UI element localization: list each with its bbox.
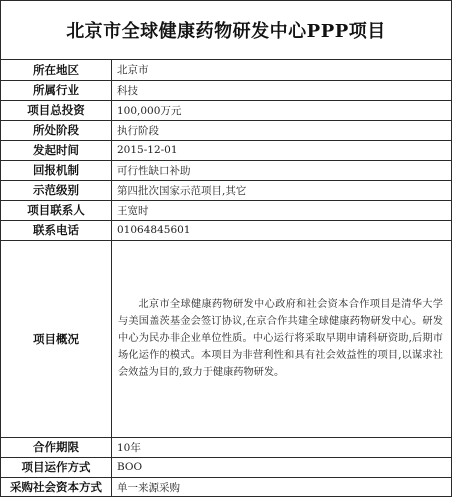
row-value: 10年 xyxy=(112,437,452,457)
table-row-start-date xyxy=(1,140,451,160)
project-info-table xyxy=(1,60,451,497)
row-label: 所属行业 xyxy=(1,80,112,100)
row-value: 执行阶段 xyxy=(112,120,452,140)
row-label: 所在地区 xyxy=(1,60,112,80)
row-label: 发起时间 xyxy=(1,140,112,160)
row-value: 王宽时 xyxy=(112,200,452,220)
table-row-stage xyxy=(1,120,451,140)
table-row-term xyxy=(1,437,451,457)
row-label: 回报机制 xyxy=(1,160,112,180)
row-label: 采购社会资本方式 xyxy=(1,477,112,497)
row-value: 第四批次国家示范项目,其它 xyxy=(112,180,452,200)
row-label: 项目联系人 xyxy=(1,200,112,220)
table-row-demo-level xyxy=(1,180,451,200)
table-row-region xyxy=(1,60,451,80)
row-value: 100,000万元 xyxy=(112,100,452,120)
row-value: 北京市 xyxy=(112,60,452,80)
page-title: 北京市全球健康药物研发中心PPP项目 xyxy=(1,1,451,60)
row-label: 所处阶段 xyxy=(1,120,112,140)
row-label: 项目运作方式 xyxy=(1,457,112,477)
row-value: 科技 xyxy=(112,80,452,100)
table-row-return-mechanism xyxy=(1,160,451,180)
row-label: 项目概况 xyxy=(1,240,112,437)
row-label: 项目总投资 xyxy=(1,100,112,120)
overview-text: 北京市全球健康药物研发中心政府和社会资本合作项目是清华大学与美国盖茨基金会签订协议,在京合作共建全球健康药物研发中心。研发中心为民办非企业单位性质。中心运行将采取早期申请科研资助,后期市场化运作的模式。本项目为非营利性和具有社会效益性的项目,以谋求社会效益为目的,致力于健康药物研发。 xyxy=(112,240,452,437)
table-row-procurement xyxy=(1,477,451,497)
table-row-operation-mode xyxy=(1,457,451,477)
table-row-phone xyxy=(1,220,451,240)
row-label: 联系电话 xyxy=(1,220,112,240)
table-row-industry xyxy=(1,80,451,100)
row-value: 2015-12-01 xyxy=(112,140,452,160)
row-label: 合作期限 xyxy=(1,437,112,457)
table-row-contact xyxy=(1,200,451,220)
table-row-investment xyxy=(1,100,451,120)
row-value: 单一来源采购 xyxy=(112,477,452,497)
row-value: BOO xyxy=(112,457,452,477)
row-value: 01064845601 xyxy=(112,220,452,240)
row-label: 示范级别 xyxy=(1,180,112,200)
table-row-overview xyxy=(1,240,451,437)
row-value: 可行性缺口补助 xyxy=(112,160,452,180)
